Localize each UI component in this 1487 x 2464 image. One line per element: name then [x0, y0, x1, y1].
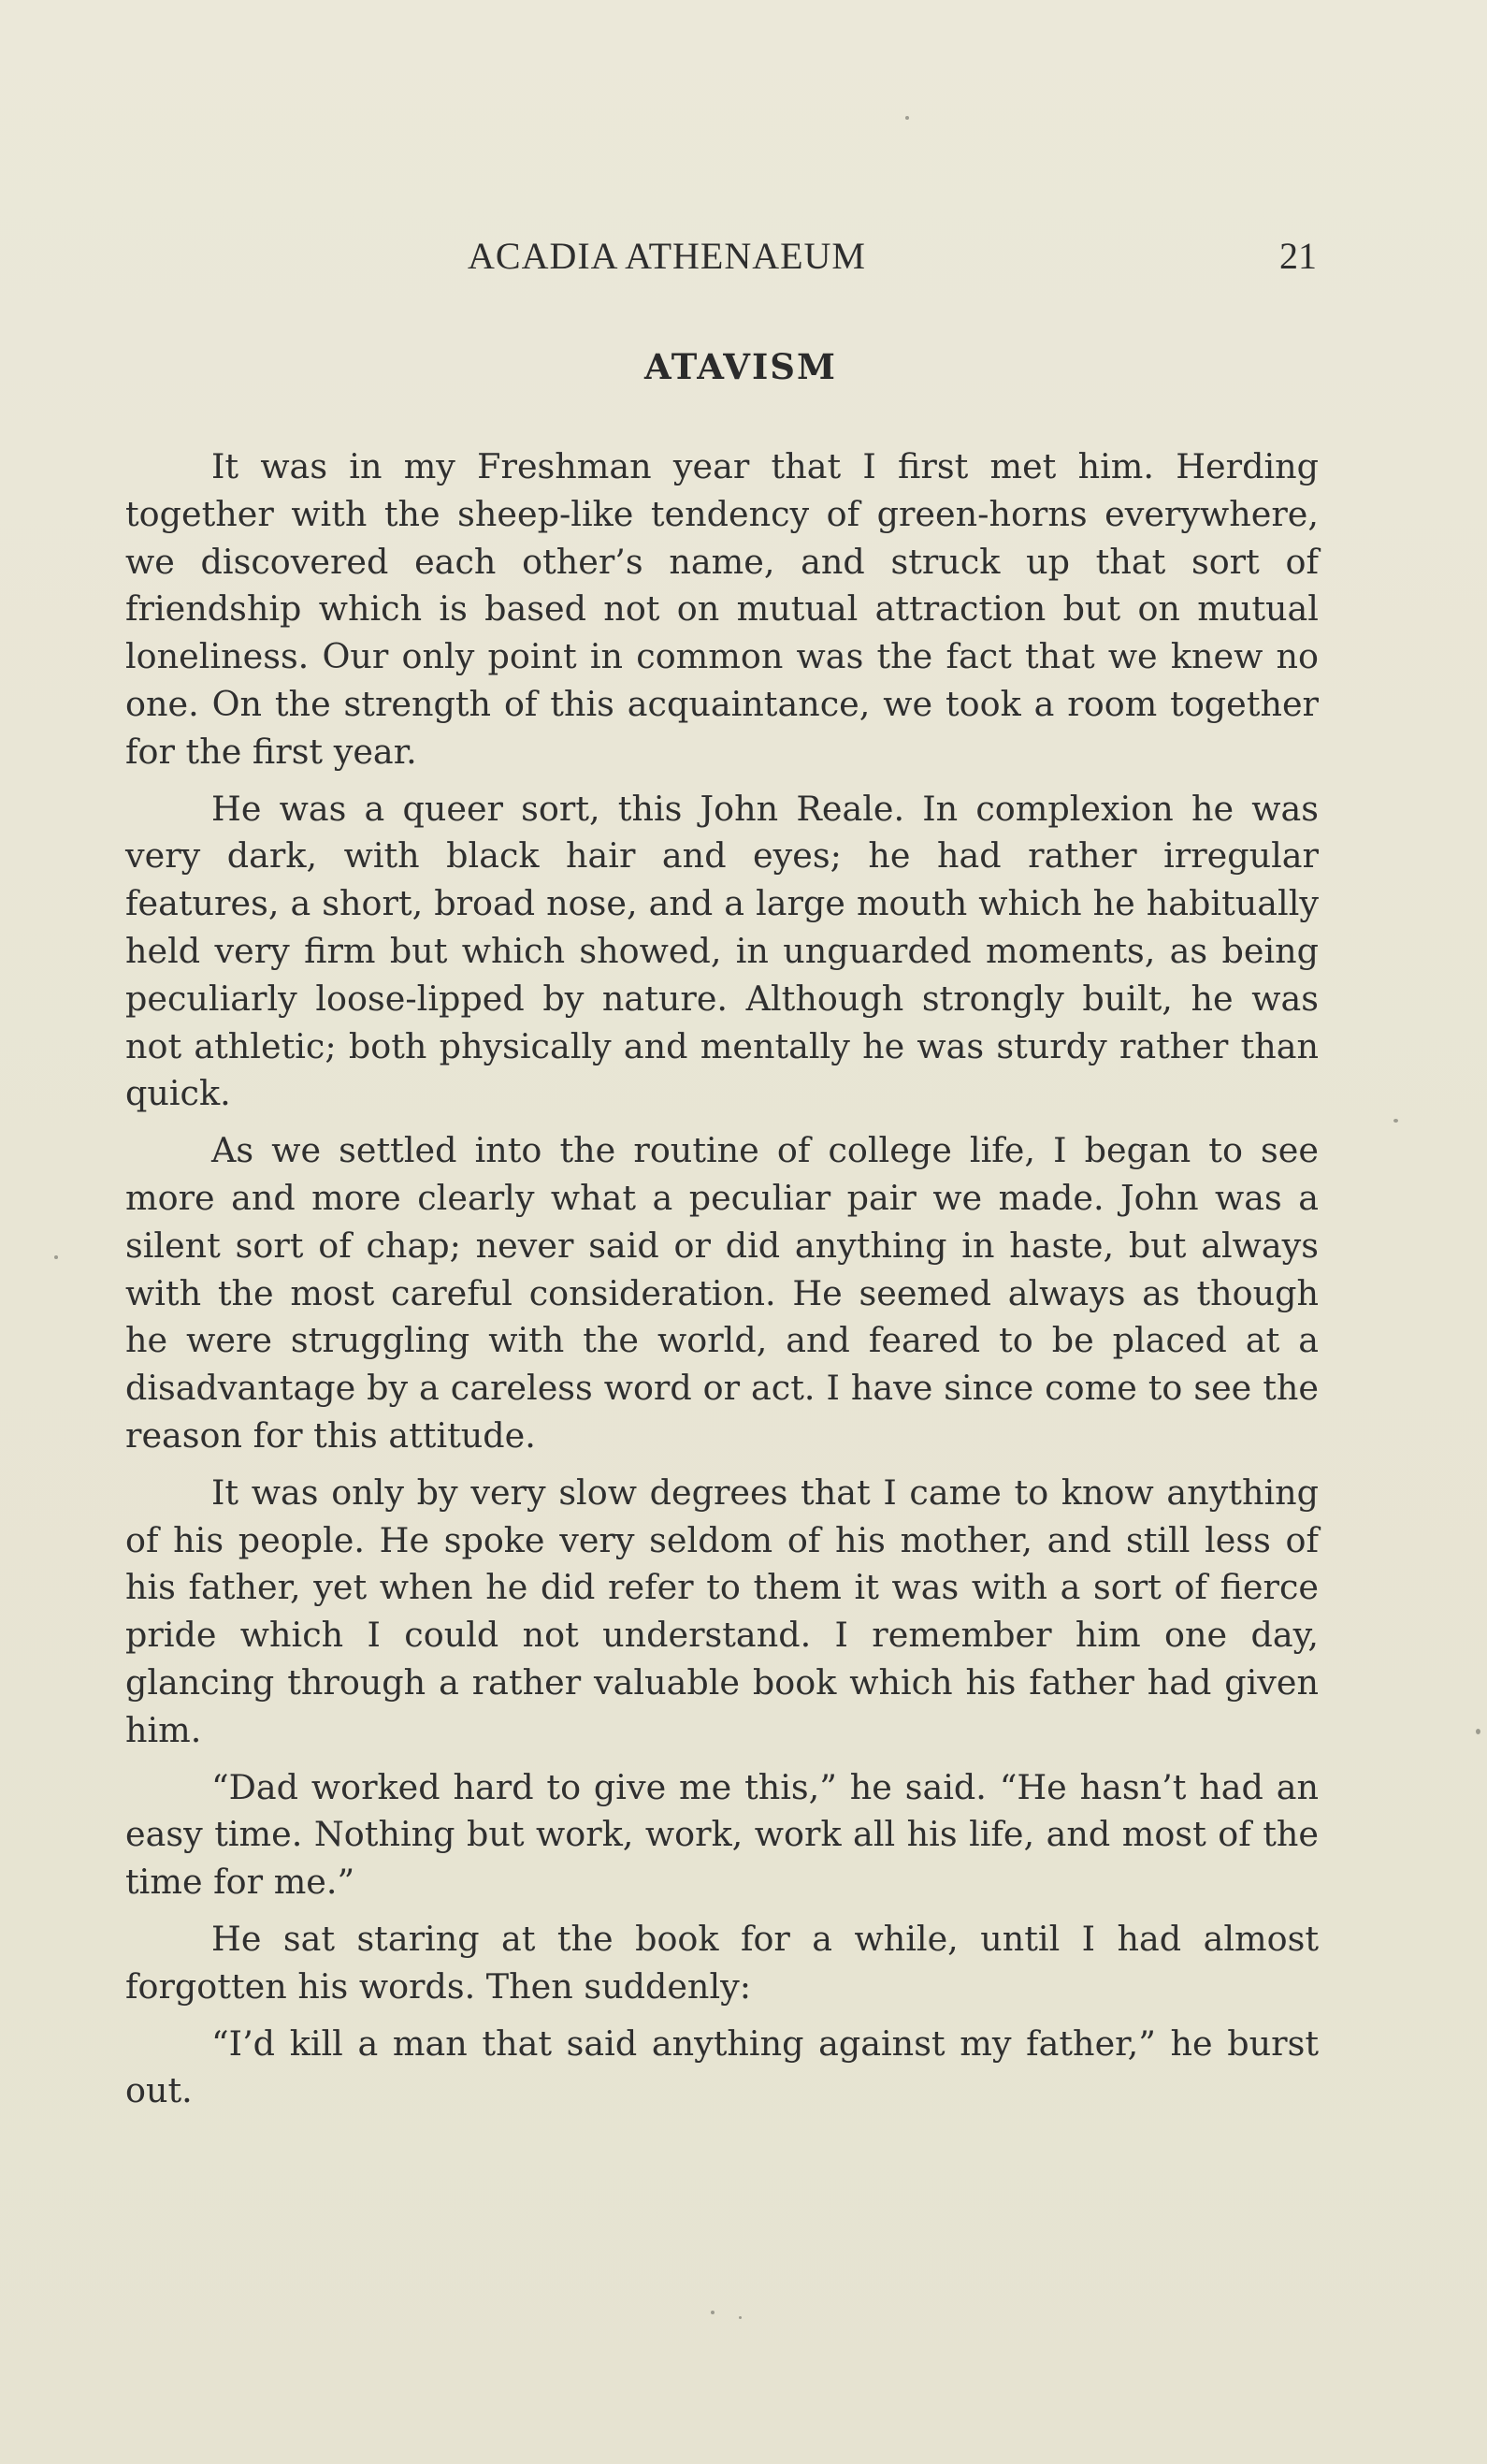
page-number: 21 — [1279, 235, 1317, 277]
paragraph: As we settled into the routine of college life, I began to see more and more clearly what a peculiar pair we made. John was a silent sort of chap; never said or did anything in haste, but always with the most careful consideration. He seemed always as though he were struggling with the world, and feared to be placed at a disadvantage by a careless word or act. I have since come to see the reason for this attitude. — [125, 1130, 1319, 1456]
paragraph: It was only by very slow degrees that I came to know anything of his people. He spoke very seldom of his mother, and still less of his father, yet when he did refer to them it was with a sort of fierce pride which I could not understand. I remember him one day, glancing through a rather valuable book which his father had given him. — [125, 1471, 1319, 1750]
paragraph: It was in my Freshman year that I first met him. Herding together with the sheep-like tendency of green-horns everywhere, we discovered each other’s name, and struck up that sort of friendship which is based not on mutual attraction but on mutual loneliness. Our only point in common was the fact that we knew no one. On the strength of this acquaintance, we took a room together for the first year. — [125, 446, 1319, 772]
paper-speck — [54, 1255, 58, 1259]
paper-speck — [1476, 1729, 1480, 1734]
article-title: ATAVISM — [644, 346, 837, 387]
paragraph: “I’d kill a man that said anything against my father,” he burst out. — [125, 2022, 1319, 2111]
paper-speck — [711, 2311, 715, 2314]
paper-speck — [1393, 1119, 1398, 1123]
paragraph: He sat staring at the book for a while, until I had almost forgotten his words. Then suddenly: — [125, 1918, 1319, 2007]
running-header — [127, 226, 1317, 288]
paper-speck — [739, 2316, 742, 2319]
paragraph: “Dad worked hard to give me this,” he said. “He hasn’t had an easy time. Nothing but work, work, work all his life, and most of the time for me.” — [125, 1766, 1319, 1903]
paragraph: He was a queer sort, this John Reale. In complexion he was very dark, with black hair and eyes; he had rather irregular features, a short, broad nose, and a large mouth which he habitually held very firm but which showed, in unguarded moments, as being peculiarly loose-lipped by nature. Although strongly built, he was not athletic; both physically and mentally he was sturdy rather than quick. — [125, 788, 1319, 1114]
paper-speck — [905, 116, 909, 120]
article-body — [125, 443, 1319, 2124]
journal-title: ACADIA ATHENAEUM — [468, 235, 866, 277]
